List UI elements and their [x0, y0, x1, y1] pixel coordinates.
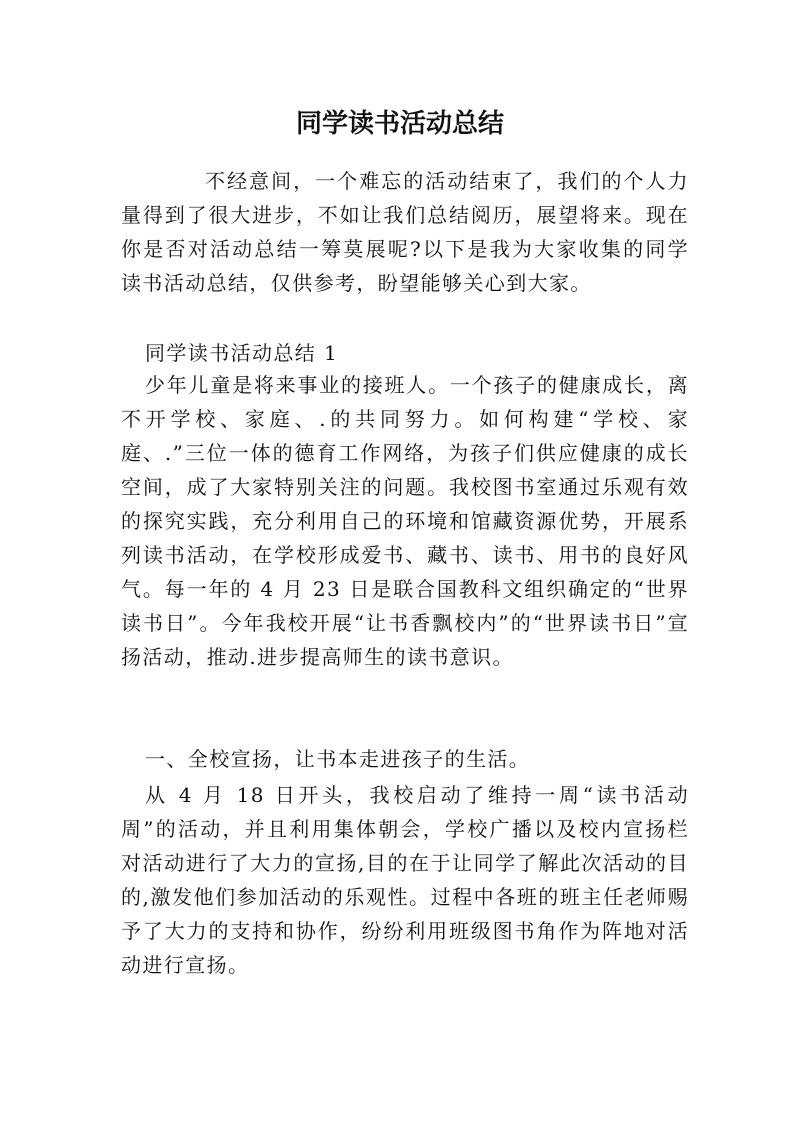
body-paragraph-1: 少年儿童是将来事业的接班人。一个孩子的健康成长，离不开学校、家庭、.的共同努力。如何构建“学校、家庭、.”三位一体的德育工作网络，为孩子们供应健康的成长空间，成了大家特别关注的问题。我校图书室通过乐观有效的探究实践，充分利用自己的环境和馆藏资源优势，开展系列读书活动，在学校形成爱书、藏书、读书、用书的良好风气。每一年的 4 月 23 日是联合国教科文组织确定的“世界读书日”。今年我校开展“让书香飘校内”的“世界读书日”宣扬活动，推动.进步提高师生的读书意识。 [121, 373, 689, 669]
subtitle-paragraph: 同学读书活动总结 1 [145, 341, 339, 365]
intro-paragraph: 不经意间，一个难忘的活动结束了，我们的个人力量得到了很大进步，不如让我们总结阅历，展望将来。现在你是否对活动总结一筹莫展呢?以下是我为大家收集的同学读书活动总结，仅供参考，盼望能够关心到大家。 [121, 169, 689, 295]
section-heading-1: 一、全校宣扬，让书本走进孩子的生活。 [145, 747, 531, 771]
body-paragraph-2: 从 4 月 18 日开头，我校启动了维持一周“读书活动周”的活动，并且利用集体朝会，学校广播以及校内宣扬栏对活动进行了大力的宣扬,目的在于让同学了解此次活动的目的,激发他们参加活动的乐观性。过程中各班的班主任老师赐予了大力的支持和协作，纷纷利用班级图书角作为阵地对活动进行宣扬。 [121, 783, 689, 977]
document-title: 同学读书活动总结 [295, 109, 504, 139]
